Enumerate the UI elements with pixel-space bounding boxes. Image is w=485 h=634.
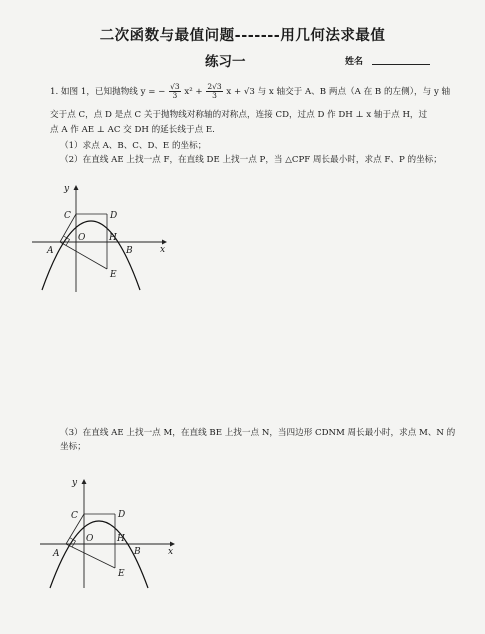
question-3-line-1: （3）在直线 AE 上找一点 M，在直线 BE 上找一点 N，当四边形 CDNM 周长最小时，求点 M、N 的	[60, 428, 456, 438]
label-B: B	[134, 547, 141, 557]
parabola-figure-2	[38, 476, 178, 591]
label-E: E	[118, 569, 125, 579]
fraction-denominator: 3	[172, 91, 178, 100]
label-x: x	[160, 245, 166, 255]
label-B: B	[126, 246, 133, 256]
label-y: y	[64, 184, 70, 194]
problem-line-1	[50, 83, 450, 100]
fraction-denominator: 3	[212, 91, 217, 100]
fraction-2sqrt3-over-3	[206, 83, 222, 100]
problem-mid-1: x² +	[184, 87, 203, 97]
question-2: （2）在直线 AE 上找一点 F，在直线 DE 上找一点 P，当 △CPF 周长最小时，求点 F、P 的坐标；	[60, 155, 442, 165]
label-x: x	[168, 547, 174, 557]
y-axis-arrow	[74, 185, 79, 190]
name-blank-line[interactable]	[372, 64, 430, 65]
label-D: D	[110, 211, 118, 221]
right-angle-mark	[70, 538, 76, 548]
label-A: A	[53, 549, 60, 559]
fraction-sqrt3-over-3	[169, 83, 181, 100]
label-A: A	[47, 246, 54, 256]
problem-intro-b: x + √3 与 x 轴交于 A、B 两点（A 在 B 的左侧），与 y 轴	[226, 87, 451, 97]
label-O: O	[78, 233, 86, 243]
parabola-figure-1	[30, 182, 170, 297]
x-axis-arrow	[162, 240, 167, 245]
segment-AE	[66, 544, 115, 568]
label-y: y	[72, 478, 78, 488]
problem-line-3: 点 A 作 AE ⊥ AC 交 DH 的延长线于点 E.	[50, 125, 215, 135]
label-H: H	[109, 233, 117, 243]
label-H: H	[117, 534, 125, 544]
label-O: O	[86, 534, 94, 544]
exercise-subtitle: 练习一	[205, 54, 246, 70]
label-C: C	[71, 511, 78, 521]
name-label: 姓名	[345, 57, 364, 67]
problem-intro-a: 1. 如图 1，已知抛物线 y = −	[50, 87, 166, 97]
y-axis-arrow	[82, 479, 87, 484]
label-C: C	[64, 211, 71, 221]
label-D: D	[118, 510, 126, 520]
fraction-numerator: √3	[170, 82, 180, 91]
segment-AE	[60, 242, 107, 269]
page-title: 二次函数与最值问题-------用几何法求最值	[99, 28, 386, 44]
problem-line-2: 交于点 C，点 D 是点 C 关于抛物线对称轴的对称点，连接 CD，过点 D 作 DH ⊥ x 轴于点 H，过	[50, 110, 428, 120]
fraction-numerator: 2√3	[207, 82, 222, 91]
question-1: （1）求点 A、B、C、D、E 的坐标；	[60, 141, 207, 151]
x-axis-arrow	[170, 542, 175, 547]
label-E: E	[110, 270, 117, 280]
question-3-line-2: 坐标；	[60, 442, 86, 452]
